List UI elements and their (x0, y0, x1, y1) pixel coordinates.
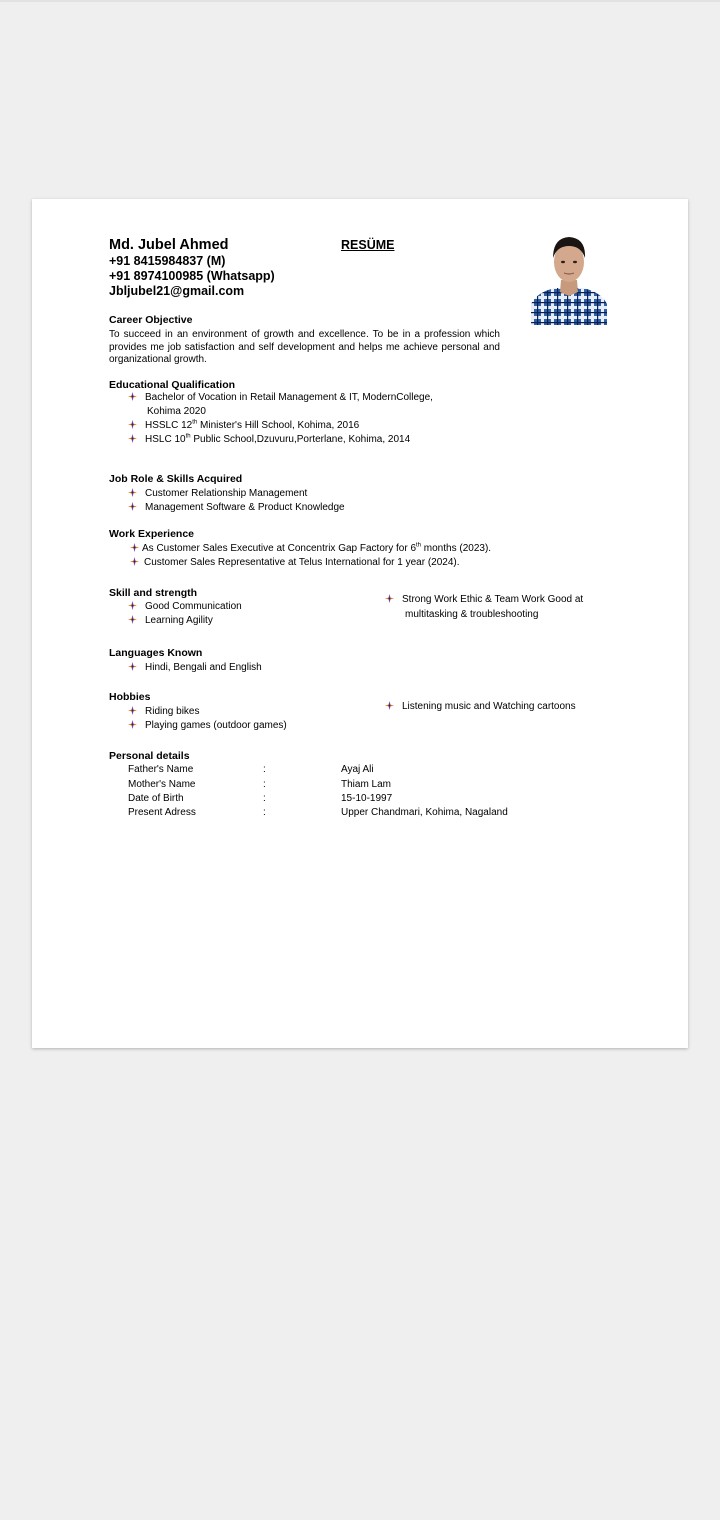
language-item: Hindi, Bengali and English (128, 662, 262, 674)
bullet-icon (385, 594, 394, 603)
work-experience-heading: Work Experience (109, 528, 195, 540)
profile-photo (531, 226, 607, 325)
skill-item-right: Strong Work Ethic & Team Work Good at (385, 594, 583, 606)
skill-item: Learning Agility (128, 615, 213, 627)
career-objective-heading: Career Objective (109, 314, 193, 326)
bullet-icon (128, 420, 137, 429)
bullet-icon (128, 662, 137, 671)
education-item-1-text: Bachelor of Vocation in Retail Management & IT, ModernCollege, (145, 392, 433, 403)
bullet-icon (128, 706, 137, 715)
bullet-icon (128, 720, 137, 729)
languages-heading: Languages Known (109, 647, 203, 659)
education-heading: Educational Qualification (109, 379, 236, 391)
work-item-1: As Customer Sales Executive at Concentrix Gap Factory for 6th months (2023). (130, 543, 491, 555)
resume-title: RESÜME (341, 238, 395, 252)
personal-separator: : (263, 764, 266, 775)
work-item-2: Customer Sales Representative at Telus International for 1 year (2024). (130, 557, 460, 569)
top-border (0, 0, 720, 2)
job-role-item: Customer Relationship Management (128, 488, 307, 500)
personal-value-father: Ayaj Ali (341, 764, 374, 775)
skill-item: Good Communication (128, 601, 242, 613)
career-objective-text: To succeed in an environment of growth and excellence. To be in a profession which provides me job satisfaction and self development and helps me achieve personal and organizational growth. (109, 329, 500, 365)
job-role-item: Management Software & Product Knowledge (128, 502, 345, 514)
education-item-2: HSSLC 12th Minister's Hill School, Kohima, 2016 (128, 420, 359, 432)
resume-page[interactable] (32, 199, 688, 1048)
personal-separator: : (263, 807, 266, 818)
bullet-icon (128, 488, 137, 497)
bullet-icon (128, 392, 137, 401)
personal-details-heading: Personal details (109, 750, 190, 762)
bullet-icon (128, 615, 137, 624)
bullet-icon (130, 557, 139, 566)
personal-separator: : (263, 793, 266, 804)
bullet-icon (385, 701, 394, 710)
education-item-1 (128, 392, 433, 404)
personal-label-address: Present Adress (128, 807, 196, 818)
personal-separator: : (263, 779, 266, 790)
skills-heading: Skill and strength (109, 587, 198, 599)
personal-label-mother: Mother's Name (128, 779, 196, 790)
phone-whatsapp: +91 8974100985 (Whatsapp) (109, 269, 275, 283)
phone-mobile: +91 8415984837 (M) (109, 254, 226, 268)
education-item-3: HSLC 10th Public School,Dzuvuru,Porterlane, Kohima, 2014 (128, 434, 410, 446)
bullet-icon (128, 434, 137, 443)
personal-value-address: Upper Chandmari, Kohima, Nagaland (341, 807, 508, 818)
candidate-name: Md. Jubel Ahmed (109, 237, 229, 253)
hobby-item: Riding bikes (128, 706, 199, 718)
personal-label-dob: Date of Birth (128, 793, 184, 804)
personal-value-dob: 15-10-1997 (341, 793, 393, 804)
hobby-item: Playing games (outdoor games) (128, 720, 287, 732)
bullet-icon (128, 502, 137, 511)
personal-label-father: Father's Name (128, 764, 194, 775)
hobby-item-right: Listening music and Watching cartoons (385, 701, 576, 713)
hobbies-heading: Hobbies (109, 691, 151, 703)
bullet-icon (130, 543, 139, 552)
education-item-1-cont: Kohima 2020 (147, 406, 206, 417)
job-role-heading: Job Role & Skills Acquired (109, 473, 243, 485)
skill-item-right-cont: multitasking & troubleshooting (405, 609, 539, 620)
bullet-icon (128, 601, 137, 610)
email: Jbljubel21@gmail.com (109, 284, 245, 298)
personal-value-mother: Thiam Lam (341, 779, 392, 790)
